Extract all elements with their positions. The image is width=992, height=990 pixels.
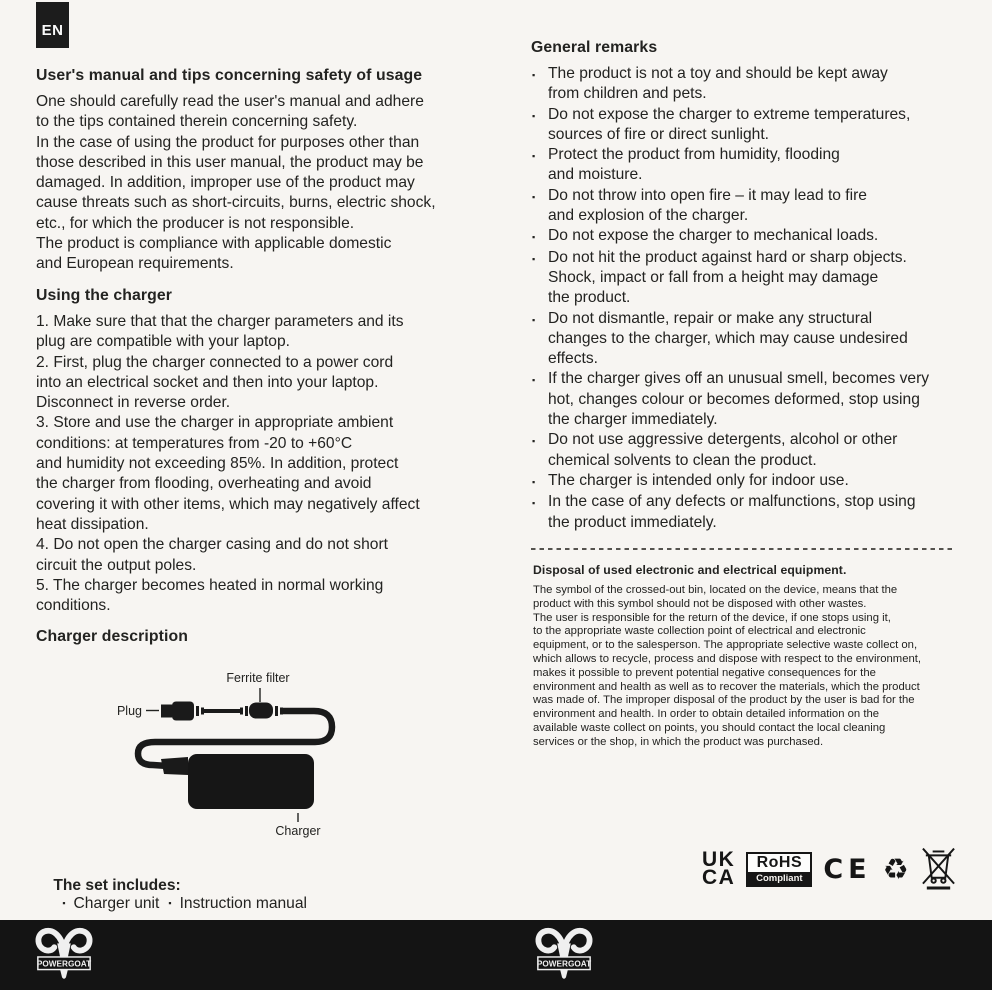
bullet-icon: ▪ bbox=[532, 191, 536, 202]
text-line: 5. The charger becomes heated in normal working bbox=[36, 576, 384, 594]
text-line: and explosion of the charger. bbox=[548, 207, 749, 225]
disposal-paragraph bbox=[533, 584, 921, 750]
text-line: The symbol of the crossed-out bin, located on the device, means that the bbox=[533, 584, 898, 596]
general-remarks-heading: General remarks bbox=[531, 39, 658, 56]
text-line: In the case of using the product for purposes other than bbox=[36, 133, 420, 151]
rohs-mark bbox=[746, 852, 812, 887]
text-line: those described in this user manual, the product may be bbox=[36, 153, 424, 171]
text-line: Do not hit the product against hard or sharp objects. bbox=[548, 248, 907, 266]
bullet-item bbox=[532, 145, 972, 186]
bullet-icon: ▪ bbox=[532, 70, 536, 80]
goat-beard bbox=[60, 970, 68, 979]
set-includes-label: The set includes: bbox=[53, 877, 181, 894]
recycling-icon: ♻ bbox=[882, 852, 909, 886]
charger-body bbox=[188, 754, 314, 809]
text-line: and European requirements. bbox=[36, 255, 234, 273]
text-line: In the case of any defects or malfunctions, stop using bbox=[548, 493, 916, 511]
text-line: chemical solvents to clean the product. bbox=[548, 451, 817, 469]
text-line: environment and health. In order to obtain detailed information on the bbox=[533, 708, 880, 721]
text-line: The product is not a toy and should be kept away bbox=[548, 65, 888, 82]
text-line: Disconnect in reverse order. bbox=[36, 394, 231, 412]
text-line: to the tips contained therein concerning safety. bbox=[36, 113, 358, 131]
text-line: The product is compliance with applicable domestic bbox=[36, 235, 392, 253]
bullet-icon: ▪ bbox=[532, 375, 536, 386]
text-line: conditions. bbox=[36, 597, 111, 615]
text-line: was made of. The improper disposal of the product by the user is bad for the bbox=[533, 694, 915, 707]
text-line: 4. Do not open the charger casing and do not short bbox=[36, 536, 388, 554]
text-line: One should carefully read the user's manual and adhere bbox=[36, 93, 424, 110]
text-line: conditions: at temperatures from -20 to +60°C bbox=[36, 434, 353, 452]
description-section-heading: Charger description bbox=[36, 628, 189, 645]
set-includes-items bbox=[53, 895, 307, 912]
plug-graphic bbox=[161, 702, 204, 721]
bullet-icon: ▪ bbox=[532, 151, 536, 162]
text-line: the product immediately. bbox=[548, 513, 717, 531]
text-line: The charger is intended only for indoor use. bbox=[548, 471, 849, 489]
text-line: covering it with other items, which may negatively affect bbox=[36, 495, 420, 513]
text-line: product with this symbol should not be disposed with other wastes. bbox=[533, 597, 867, 610]
text-line: plug are compatible with your laptop. bbox=[36, 333, 290, 351]
set-includes-item bbox=[62, 895, 159, 912]
text-line: Shock, impact or fall from a height may damage bbox=[548, 268, 879, 286]
text-line: If the charger gives off an unusual smell, becomes very bbox=[548, 370, 930, 388]
plug-label: Plug bbox=[116, 704, 142, 718]
bullet-icon: ▪ bbox=[532, 253, 536, 264]
text-line: services or the shop, in which the product was purchased. bbox=[533, 735, 824, 748]
ukca-mark bbox=[702, 848, 736, 889]
bullet-item bbox=[532, 309, 972, 370]
set-includes-item-text: Instruction manual bbox=[179, 895, 307, 912]
footer-bar bbox=[0, 920, 992, 990]
text-line: heat dissipation. bbox=[36, 515, 149, 533]
text-line: the product. bbox=[548, 289, 631, 307]
text-line: environment and health as well as to recover the materials, which the product bbox=[533, 680, 920, 693]
bullet-icon: ▪ bbox=[532, 498, 536, 509]
text-line: sources of fire or direct sunlight. bbox=[548, 125, 770, 143]
ferrite-filter-label: Ferrite filter bbox=[226, 671, 290, 685]
powergoat-logo bbox=[33, 925, 95, 987]
rohs-title: RoHS bbox=[756, 853, 803, 871]
text-line: Do not use aggressive detergents, alcohol or other bbox=[548, 431, 898, 449]
text-line: and moisture. bbox=[548, 166, 643, 184]
rohs-subtitle: Compliant bbox=[748, 872, 810, 885]
safety-section-heading: User's manual and tips concerning safety of usage bbox=[36, 67, 423, 84]
text-line: 2. First, plug the charger connected to a power cord bbox=[36, 353, 394, 371]
text-line: from children and pets. bbox=[548, 85, 707, 103]
powergoat-logo bbox=[533, 925, 595, 987]
text-line: the charger immediately. bbox=[548, 411, 718, 429]
text-line: makes it possible to prevent potential negative consequences for the bbox=[533, 666, 876, 679]
bullet-item bbox=[532, 492, 972, 533]
bullet-item bbox=[532, 64, 972, 105]
brand-name: POWERGOAT bbox=[536, 959, 592, 969]
dashed-divider bbox=[531, 548, 952, 550]
text-line: hot, changes colour or becomes deformed, stop using bbox=[548, 390, 920, 408]
text-line: circuit the output poles. bbox=[36, 556, 197, 574]
brand-name: POWERGOAT bbox=[36, 959, 92, 969]
set-includes-item-text: Charger unit bbox=[73, 895, 160, 912]
using-section-heading: Using the charger bbox=[36, 287, 173, 304]
weee-crossed-bin-icon bbox=[920, 847, 957, 891]
bullet-item bbox=[532, 248, 972, 309]
bullet-item bbox=[532, 430, 972, 471]
bullet-item bbox=[532, 186, 972, 227]
text-line: etc., for which the producer is not responsible. bbox=[36, 214, 355, 232]
bullet-item bbox=[532, 369, 972, 430]
text-line: equipment, or to the salesperson. The appropriate selective waste collect on, bbox=[533, 639, 918, 652]
ukca-line2: CA bbox=[702, 866, 736, 889]
bullet-item bbox=[532, 471, 972, 492]
text-line: 1. Make sure that that the charger parameters and its bbox=[36, 313, 404, 330]
goat-face bbox=[57, 943, 71, 957]
text-line: changes to the charger, which may cause undesired bbox=[548, 329, 908, 347]
text-line: cause threats such as short-circuits, burns, electric shock, bbox=[36, 194, 436, 212]
bullet-icon: ▪ bbox=[532, 232, 536, 243]
bullet-icon: ▪ bbox=[532, 436, 536, 447]
bullet-icon: ▪ bbox=[532, 314, 536, 325]
text-line: to the appropriate waste collection point of electrical and electronic bbox=[533, 625, 866, 638]
safety-paragraph bbox=[36, 92, 436, 275]
ce-mark: CE bbox=[823, 853, 872, 885]
bullet-item bbox=[532, 226, 972, 247]
bullet-icon: ▪ bbox=[532, 476, 536, 487]
text-line: 3. Store and use the charger in appropriate ambient bbox=[36, 414, 394, 432]
goat-face bbox=[557, 943, 571, 957]
text-line: which allows to recycle, process and dispose with respect to the environment, bbox=[533, 652, 922, 665]
text-line: damaged. In addition, improper use of the product may bbox=[36, 174, 415, 192]
bullet-item bbox=[532, 105, 972, 146]
certification-marks bbox=[702, 846, 957, 892]
text-line: effects. bbox=[548, 350, 598, 368]
text-line: The user is responsible for the return of the device, if one stops using it, bbox=[533, 611, 891, 624]
set-includes-item bbox=[168, 895, 307, 912]
text-line: and humidity not exceeding 85%. In addition, protect bbox=[36, 455, 399, 473]
charger-diagram bbox=[30, 658, 490, 850]
ferrite-filter-graphic bbox=[240, 703, 283, 719]
language-badge: EN bbox=[36, 2, 69, 48]
text-line: Protect the product from humidity, flooding bbox=[548, 146, 840, 164]
ukca-line1: UK bbox=[702, 848, 736, 871]
disposal-heading: Disposal of used electronic and electrical equipment. bbox=[533, 563, 847, 577]
text-line: available waste collect on points, you should contact the local cleaning bbox=[533, 721, 886, 734]
goat-beard bbox=[560, 970, 568, 979]
bullet-icon: ▪ bbox=[62, 898, 66, 908]
bullet-icon: ▪ bbox=[168, 898, 172, 908]
text-line: Do not expose the charger to extreme temperatures, bbox=[548, 105, 911, 123]
text-line: Do not throw into open fire – it may lead to fire bbox=[548, 186, 867, 204]
general-remarks-list bbox=[532, 64, 972, 533]
charger-label: Charger bbox=[275, 824, 321, 838]
text-line: Do not expose the charger to mechanical loads. bbox=[548, 227, 879, 245]
text-line: Do not dismantle, repair or make any structural bbox=[548, 309, 873, 327]
charger-connector bbox=[161, 757, 188, 775]
text-line: into an electrical socket and then into your laptop. bbox=[36, 373, 379, 391]
bullet-icon: ▪ bbox=[532, 110, 536, 121]
text-line: the charger from flooding, overheating and avoid bbox=[36, 475, 372, 493]
using-steps bbox=[36, 312, 420, 616]
